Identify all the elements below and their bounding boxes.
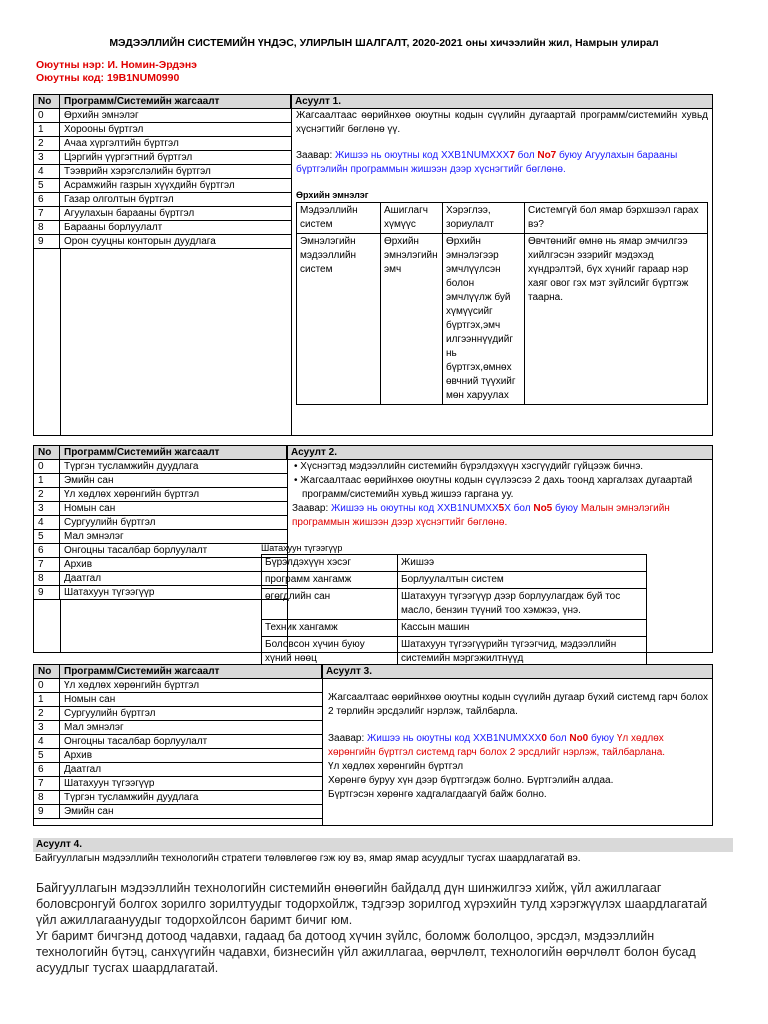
header-no: No bbox=[34, 95, 60, 109]
program-list-row bbox=[34, 721, 322, 735]
program-list-row bbox=[34, 749, 322, 763]
program-name: Сургуулийн бүртгэл bbox=[64, 517, 156, 528]
program-name: Сургуулийн бүртгэл bbox=[64, 708, 156, 719]
answer-header-system: Мэдээллийн систем bbox=[297, 203, 381, 234]
program-name: Үл хөдлөх хөрөнгийн бүртгэл bbox=[64, 489, 200, 500]
program-list-row bbox=[34, 530, 287, 544]
question2-example: Заавар: Жишээ нь оюутны код XXB1NUMXX5X бол No5 буюу Малын эмнэлэгийн программын жишээн дээр хүснэгтийг бөглөнө. bbox=[292, 503, 670, 528]
program-number: 2 bbox=[34, 707, 60, 720]
program-list-row bbox=[34, 165, 291, 179]
question4-answer bbox=[36, 880, 726, 976]
column-divider bbox=[291, 95, 292, 435]
program-list-row bbox=[34, 763, 322, 777]
header-program-list: Программ/Системийн жагсаалт bbox=[60, 95, 291, 109]
answer-header-problem: Системгүй бол ямар бэрхшээл гарах вэ? bbox=[525, 203, 708, 234]
header-program-list: Программ/Системийн жагсаалт bbox=[60, 446, 287, 460]
program-list-row bbox=[34, 502, 287, 516]
page-title: МЭДЭЭЛЛИЙН СИСТЕМИЙН ҮНДЭС, УЛИРЛЫН ШАЛГАЛТ, 2020-2021 оны хичээлийн жил, Намрын улирал bbox=[109, 37, 659, 49]
question3-title: Асуулт 3. bbox=[326, 666, 373, 677]
program-list-row bbox=[34, 207, 291, 221]
header-program-list: Программ/Системийн жагсаалт bbox=[60, 665, 322, 679]
program-number: 7 bbox=[34, 777, 60, 790]
answer-cell-problem: Өвчтөнийг өмнө нь ямар эмчилгээ хийлгэсэн эзэрийг мэдэхэд хүндрэлтэй, бүх хүнийг гараар нэр хаяг овог гэх мэт зүйлсийг бүртгэж таарна. bbox=[525, 234, 708, 405]
header-no: No bbox=[34, 446, 60, 460]
program-list-row bbox=[34, 109, 291, 123]
question1-header bbox=[34, 95, 712, 109]
question1-example: Заавар: Жишээ нь оюутны код XXB1NUMXXX7 бол No7 буюу Агуулахын барааны бүртгэлийн программын жишээн дээр хүснэгтийг бөглөнө. bbox=[296, 150, 678, 175]
question1-subheading: Өрхийн эмнэлэг bbox=[296, 190, 369, 200]
program-name: Түргэн тусламжийн дуудлага bbox=[64, 461, 199, 472]
program-list-row bbox=[34, 777, 322, 791]
program-number: 4 bbox=[34, 516, 60, 529]
program-list-row bbox=[34, 221, 291, 235]
program-list-row bbox=[34, 544, 287, 558]
question2-bullets bbox=[292, 460, 710, 502]
question3-answer bbox=[328, 760, 708, 802]
example-cell: Борлуулалтын систем bbox=[398, 572, 647, 589]
program-name: Номын сан bbox=[64, 503, 116, 514]
column-divider bbox=[60, 249, 61, 435]
program-name: Асрамжийн газрын хүүхдийн бүртгэл bbox=[64, 180, 235, 191]
program-number: 9 bbox=[34, 805, 60, 818]
program-name: Шатахуун түгээгүүр bbox=[64, 587, 155, 598]
student-code: Оюутны код: 19B1NUM0990 bbox=[36, 72, 180, 84]
program-number: 6 bbox=[34, 193, 60, 206]
question1-text: Жагсаалтаас өөрийнхөө оюутны кодын сүүлийн дугаартай программ/системийн хувьд хүснэгтийг бөглөнө үү. bbox=[296, 110, 708, 135]
answer-cell-usage: Өрхийн эмнэлэгээр эмчлүүлсэн болон эмчлүүлж буй хүмүүсийг бүртгэх,эмч илгээннүүдийг нь бүртгэх,өмнөх өвчний түүхийг мөн харуулах bbox=[443, 234, 525, 405]
program-name: Орон сууцны конторын дуудлага bbox=[64, 236, 216, 247]
program-number: 1 bbox=[34, 123, 60, 136]
program-name: Онгоцны тасалбар борлуулалт bbox=[64, 545, 208, 556]
program-number: 2 bbox=[34, 488, 60, 501]
component-cell: Техник хангамж bbox=[262, 620, 398, 637]
program-name: Номын сан bbox=[64, 694, 116, 705]
program-number: 8 bbox=[34, 572, 60, 585]
program-number: 9 bbox=[34, 586, 60, 599]
program-list-row bbox=[34, 474, 287, 488]
program-list-row bbox=[34, 586, 287, 600]
component-cell: программ хангамж bbox=[262, 572, 398, 589]
program-number: 4 bbox=[34, 735, 60, 748]
program-number: 2 bbox=[34, 137, 60, 150]
question2-answer-table bbox=[261, 554, 647, 668]
program-name: Даатгал bbox=[64, 573, 102, 584]
question2-header bbox=[34, 446, 712, 460]
program-name: Даатгал bbox=[64, 764, 102, 775]
program-number: 0 bbox=[34, 109, 60, 122]
program-name: Үл хөдлөх хөрөнгийн бүртгэл bbox=[64, 680, 200, 691]
example-header: Жишээ bbox=[398, 555, 647, 572]
component-cell: өгөгдлийн сан bbox=[262, 589, 398, 620]
program-list-row bbox=[34, 679, 322, 693]
example-cell: Шатахуун түгээгүүрийн түгээгчид, мэдээллийн системийн мэргэжилтнүүд bbox=[398, 637, 647, 668]
program-name: Газар олголтын бүртгэл bbox=[64, 194, 174, 205]
column-divider bbox=[322, 665, 323, 825]
program-list-row bbox=[34, 137, 291, 151]
question1-title: Асуулт 1. bbox=[295, 96, 342, 107]
question2-title: Асуулт 2. bbox=[291, 447, 338, 458]
program-name: Өрхийн эмнэлэг bbox=[64, 110, 139, 121]
program-name: Хорооны бүртгэл bbox=[64, 124, 144, 135]
program-name: Цэргийн үүргэгтний бүртгэл bbox=[64, 152, 193, 163]
program-name: Шатахуун түгээгүүр bbox=[64, 778, 155, 789]
answer-paragraph-2: Уг баримт бичгэнд дотоод чадавхи, гадаад ба дотоод хүчин зүйлс, боломж бололцоо, эрсдэл, мэдээллийн технологийн бүтэц, санхүүгийн чадавхи, бизнесийн үйл ажиллагаа, өөрчлөлт, технологийн өөрчлөлт болон бусад асуудлыг тусгах шаардлагатай. bbox=[36, 929, 696, 975]
program-number: 7 bbox=[34, 558, 60, 571]
program-number: 9 bbox=[34, 235, 60, 248]
program-number: 1 bbox=[34, 474, 60, 487]
question3-section bbox=[33, 664, 713, 826]
program-name: Архив bbox=[64, 750, 93, 761]
answer-cell-system: Эмнэлэгийн мэдээллийн систем bbox=[297, 234, 381, 405]
question3-example: Заавар: Жишээ нь оюутны код XXB1NUMXXX0 бол No0 буюу Үл хөдлөх хөрөнгийн бүртгэл системд гарч болох 2 эрсдлийг нэрлэж, тайлбарлана. bbox=[328, 733, 666, 758]
example-cell: Кассын машин bbox=[398, 620, 647, 637]
program-list-row bbox=[34, 193, 291, 207]
program-number: 4 bbox=[34, 165, 60, 178]
program-name: Түргэн тусламжийн дуудлага bbox=[64, 792, 199, 803]
program-name: Мал эмнэлэг bbox=[64, 722, 124, 733]
question2-subheading: Шатахуун түгээгүүр bbox=[261, 543, 343, 553]
program-number: 7 bbox=[34, 207, 60, 220]
program-number: 5 bbox=[34, 530, 60, 543]
component-cell: Боловсон хүчин буюу хүний нөөц bbox=[262, 637, 398, 668]
question3-header bbox=[34, 665, 712, 679]
program-list-row bbox=[34, 805, 322, 819]
program-number: 0 bbox=[34, 679, 60, 692]
program-number: 0 bbox=[34, 460, 60, 473]
answer-line: Бүртгэсэн хөрөнгө хадгалагдаагүй байж болно. bbox=[328, 789, 547, 800]
question2-bullet-1: • Хүснэгтэд мэдээллийн системийн бүрэлдэхүүн хэсгүүдийг гүйцээж бичнэ. bbox=[294, 461, 644, 472]
program-list-row bbox=[34, 151, 291, 165]
program-number: 3 bbox=[34, 151, 60, 164]
program-number: 3 bbox=[34, 721, 60, 734]
program-name: Мал эмнэлэг bbox=[64, 531, 124, 542]
program-list-row bbox=[34, 693, 322, 707]
program-list-row bbox=[34, 179, 291, 193]
example-cell: Шатахуун түгээгүүр дээр борлуулагдаж буй тос масло, бензин түүний тоо хэмжээ, үнэ. bbox=[398, 589, 647, 620]
program-list-row bbox=[34, 558, 287, 572]
question2-bullet-2: • Жагсаалтаас өөрийнхөө оюутны кодын сүүлээсээ 2 дахь тоонд харгалзах дугаартай программ/системийн хувьд жишээ гаргана уу. bbox=[294, 475, 693, 500]
question3-text: Жагсаалтаас өөрийнхөө оюутны кодын сүүлийн дугаар бүхий системд гарч болох 2 төрлийн эрсдэлийг нэрлэж, тайлбарла. bbox=[328, 692, 708, 717]
program-list-row bbox=[34, 488, 287, 502]
answer-line: Үл хөдлөх хөрөнгийн бүртгэл bbox=[328, 761, 464, 772]
program-number: 6 bbox=[34, 544, 60, 557]
program-list-row bbox=[34, 235, 291, 249]
question1-answer-table bbox=[296, 202, 708, 405]
program-name: Эмийн сан bbox=[64, 475, 114, 486]
program-name: Барааны борлуулалт bbox=[64, 222, 163, 233]
program-number: 3 bbox=[34, 502, 60, 515]
program-list-row bbox=[34, 791, 322, 805]
component-header: Бүрэлдэхүүн хэсэг bbox=[262, 555, 398, 572]
question2-section bbox=[33, 445, 713, 664]
program-number: 5 bbox=[34, 179, 60, 192]
program-list-row bbox=[34, 516, 287, 530]
program-name: Онгоцны тасалбар борлуулалт bbox=[64, 736, 208, 747]
program-number: 5 bbox=[34, 749, 60, 762]
student-name: Оюутны нэр: И. Номин-Эрдэнэ bbox=[36, 59, 197, 71]
program-number: 6 bbox=[34, 763, 60, 776]
program-number: 8 bbox=[34, 791, 60, 804]
program-name: Эмийн сан bbox=[64, 806, 114, 817]
program-number: 8 bbox=[34, 221, 60, 234]
question4-title: Асуулт 4. bbox=[33, 838, 733, 852]
answer-header-users: Ашиглагч хүмүүс bbox=[381, 203, 443, 234]
program-list-row bbox=[34, 735, 322, 749]
program-list-row bbox=[34, 572, 287, 586]
program-name: Архив bbox=[64, 559, 93, 570]
question1-section bbox=[33, 94, 713, 436]
program-name: Ачаа хүргэлтийн бүртгэл bbox=[64, 138, 179, 149]
program-name: Агуулахын барааны бүртгэл bbox=[64, 208, 195, 219]
header-no: No bbox=[34, 665, 60, 679]
program-number: 1 bbox=[34, 693, 60, 706]
answer-line: Хөрөнгө буруу хүн дээр бүртгэгдэж болно. Бүртгэлийн алдаа. bbox=[328, 775, 614, 786]
answer-cell-users: Өрхийн эмнэлэгийн эмч bbox=[381, 234, 443, 405]
answer-header-usage: Хэрэглээ, зориулалт bbox=[443, 203, 525, 234]
program-name: Тээврийн хэрэгслэлийн бүртгэл bbox=[64, 166, 211, 177]
answer-paragraph-1: Байгууллагын мэдээллийн технологийн системийн өнөөгийн байдалд дүн шинжилгээ хийж, үйл ажиллагааг боловсронгуй болгох зорилго зорилтуудыг тодорхойлж, тэдгээр зорилгод хүрэхийн тулд хэрэгжүүлэх шаардлагатай үйл ажиллагаануудыг тодорхойлсон баримт бичиг юм. bbox=[36, 881, 708, 927]
column-divider bbox=[60, 600, 61, 652]
program-list-row bbox=[34, 460, 287, 474]
program-list-row bbox=[34, 123, 291, 137]
question4-text: Байгууллагын мэдээллийн технологийн стратеги төлөвлөгөө гэж юу вэ, ямар ямар асуудлыг тусгах шаардлагатай вэ. bbox=[35, 853, 581, 864]
program-list-row bbox=[34, 707, 322, 721]
